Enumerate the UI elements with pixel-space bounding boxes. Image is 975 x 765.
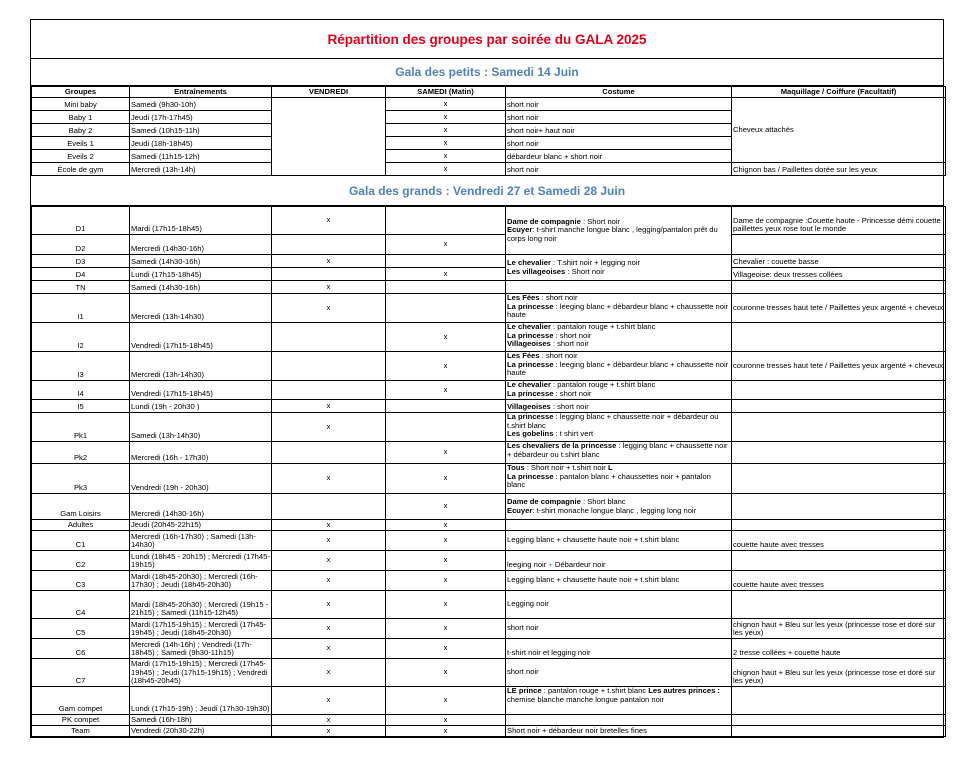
- entrainement-cell: Lundi (17h15-18h45): [130, 268, 272, 281]
- entrainement-cell: Samedi (16h-18h): [130, 715, 272, 726]
- groupe-cell: Pk3: [32, 464, 130, 494]
- maquillage-cell: [732, 400, 946, 413]
- vendredi-mark: x: [272, 591, 386, 619]
- entrainement-cell: Samedi (11h15-12h): [130, 150, 272, 163]
- table-row: [32, 98, 946, 111]
- entrainement-cell: Mercredi (14h30-16h): [130, 494, 272, 520]
- costume-cell: Villageoises : short noir: [506, 400, 732, 413]
- entrainement-cell: Vendredi (20h30-22h): [130, 726, 272, 737]
- maquillage-cell: couronne tresses haut tete / Paillettes yeux argenté + cheveux: [732, 352, 946, 381]
- samedi-mark: x: [386, 591, 506, 619]
- groupe-cell: Pk1: [32, 413, 130, 442]
- maquillage-cell: [732, 520, 946, 531]
- samedi-mark: x: [386, 531, 506, 551]
- header-vendredi: VENDREDI: [272, 87, 386, 98]
- entrainement-cell: Lundi (18h45 - 20h15) ; Mercredi (17h45-19h15): [131, 551, 270, 570]
- entrainement-cell: Mercredi (13h-14h30): [130, 352, 272, 381]
- vendredi-cell: [272, 268, 386, 281]
- costume-cell: Les chevaliers de la princesse : legging blanc + chaussette noir + débardeur ou t.shirt blanc: [506, 442, 732, 464]
- maquillage-cell: [732, 687, 946, 715]
- vendredi-mark: x: [272, 413, 386, 442]
- samedi-mark: x: [386, 111, 506, 124]
- maquillage-cell: Cheveux attachés: [732, 98, 946, 163]
- costume-cell: Legging blanc + chausette haute noir + t.shirt blanc: [506, 571, 732, 591]
- maquillage-cell: [732, 323, 946, 352]
- entrainement-cell: Mardi (18h45-20h30) ; Mercredi (16h-17h30) ; Jeudi (18h45-20h30): [130, 571, 272, 591]
- vendredi-cell: [272, 381, 386, 400]
- maquillage-cell: [732, 726, 946, 737]
- maquillage-cell: chignon haut + Bleu sur les yeux (princesse rose et doré sur les yeux): [732, 619, 946, 639]
- costume-cell: Short noir + débardeur noir bretelles fines: [506, 726, 732, 737]
- table-row: [32, 571, 946, 591]
- entrainement-cell: Mercredi (14h30-16h): [130, 235, 272, 255]
- table-row: [32, 619, 946, 639]
- vendredi-mark: x: [272, 281, 386, 294]
- groupe-cell: Pk2: [32, 442, 130, 464]
- entrainement-cell: Vendredi (19h - 20h30): [130, 464, 272, 494]
- samedi-mark: x: [386, 687, 506, 715]
- samedi-mark: x: [386, 520, 506, 531]
- costume-cell: LE prince : pantalon rouge + t.shirt blanc Les autres princes : chemise blanche manche longue pantalon noir: [506, 687, 732, 715]
- vendredi-cell: [272, 235, 386, 255]
- vendredi-mark: x: [272, 619, 386, 639]
- costume-cell: short noir: [506, 619, 732, 639]
- table-row: [32, 281, 946, 294]
- table-row: [32, 687, 946, 715]
- samedi-mark: x: [386, 726, 506, 737]
- entrainement-cell: Mercredi (16h - 17h30): [130, 442, 272, 464]
- maquillage-cell: chignon haut + Bleu sur les yeux (princesse rose et doré sur les yeux): [732, 659, 946, 687]
- groupe-cell: C7: [32, 659, 130, 687]
- groupe-cell: C3: [32, 571, 130, 591]
- samedi-mark: x: [386, 639, 506, 659]
- groupe-cell: C4: [32, 591, 130, 619]
- vendredi-mark: x: [272, 726, 386, 737]
- vendredi-mark: x: [272, 715, 386, 726]
- vendredi-mark: x: [272, 520, 386, 531]
- petits-table: [31, 86, 946, 176]
- costume-cell: Les Fées : short noir La princesse : leeging blanc + débardeur blanc + chaussette noir haute: [506, 294, 732, 323]
- grands-table: [31, 206, 946, 737]
- table-row: [32, 207, 946, 235]
- groupe-cell: D2: [32, 235, 130, 255]
- groupe-cell: Eveils 1: [32, 137, 130, 150]
- entrainement-cell: Mercredi (13h-14h): [130, 163, 272, 176]
- groupe-cell: Eveils 2: [32, 150, 130, 163]
- table-row: [32, 400, 946, 413]
- maquillage-cell: [732, 235, 946, 255]
- vendredi-mark: x: [272, 551, 386, 571]
- costume-cell: [506, 281, 732, 294]
- table-row: [32, 268, 946, 281]
- maquillage-cell: [732, 464, 946, 494]
- maquillage-cell: [732, 442, 946, 464]
- groupe-cell: I1: [32, 294, 130, 323]
- costume-cell: [506, 520, 732, 531]
- section-petits-title: Gala des petits : Samedi 14 Juin: [31, 59, 943, 86]
- vendredi-mark: x: [272, 294, 386, 323]
- table-row: [32, 726, 946, 737]
- maquillage-cell: Dame de compagnie :Couette haute - Princesse démi couette paillettes yeux rose tout le monde: [732, 207, 946, 235]
- entrainement-cell: Mercredi (14h-16h) ; Vendredi (17h-18h45) ; Samedi (9h30-11h15): [130, 639, 272, 659]
- entrainement-cell: Samedi (14h30-16h): [130, 281, 272, 294]
- table-row: [32, 255, 946, 268]
- maquillage-cell: couette haute avec tresses: [732, 531, 946, 551]
- header-maquillage: Maquillage / Coiffure (Facultatif): [732, 87, 946, 98]
- samedi-mark: x: [386, 268, 506, 281]
- vendredi-cell: [272, 494, 386, 520]
- table-row: [32, 659, 946, 687]
- samedi-mark: x: [386, 381, 506, 400]
- maquillage-cell: couette haute avec tresses: [732, 571, 946, 591]
- vendredi-cell: [272, 442, 386, 464]
- vendredi-mark: x: [272, 400, 386, 413]
- groupe-cell: I4: [32, 381, 130, 400]
- costume-cell: t-shirt noir et legging noir: [506, 639, 732, 659]
- table-row: [32, 494, 946, 520]
- costume-cell: short noir: [506, 163, 732, 176]
- groupe-cell: Gam Loisirs: [32, 494, 130, 520]
- maquillage-cell: couronne tresses haut tete / Paillettes yeux argenté + cheveux: [732, 294, 946, 323]
- costume-cell: Tous : Short noir + t.shirt noir L La princesse : pantalon blanc + chaussettes noir + pantalon blanc: [506, 464, 732, 494]
- table-row: [32, 639, 946, 659]
- groupe-cell: D1: [32, 207, 130, 235]
- groupe-cell: PK compet: [32, 715, 130, 726]
- groupe-cell: I3: [32, 352, 130, 381]
- maquillage-cell: Chignon bas / Paillettes dorée sur les yeux: [732, 163, 946, 176]
- samedi-mark: x: [386, 571, 506, 591]
- costume-cell: débardeur blanc + short noir: [506, 150, 732, 163]
- vendredi-mark: x: [272, 571, 386, 591]
- header-entrainements: Entraînements: [130, 87, 272, 98]
- costume-cell: Les Fées : short noir La princesse : leeging blanc + débardeur blanc + chaussette noir haute: [506, 352, 732, 381]
- entrainement-cell: Samedi (9h30-10h): [130, 98, 272, 111]
- samedi-mark: x: [386, 715, 506, 726]
- samedi-mark: x: [386, 124, 506, 137]
- samedi-mark: x: [386, 98, 506, 111]
- samedi-cell: [386, 255, 506, 268]
- samedi-mark: x: [386, 150, 506, 163]
- vendredi-cell: [272, 98, 386, 176]
- vendredi-mark: x: [272, 464, 386, 494]
- samedi-mark: x: [386, 163, 506, 176]
- header-samedi: SAMEDI (Matin): [386, 87, 506, 98]
- costume-cell: Legging blanc + chausette haute noir + t.shirt blanc: [506, 531, 732, 551]
- vendredi-mark: x: [272, 639, 386, 659]
- maquillage-cell: [732, 413, 946, 442]
- table-row: [32, 551, 946, 571]
- groupe-cell: École de gym: [32, 163, 130, 176]
- costume-cell: leeging noir + Débardeur noir: [506, 551, 732, 571]
- maquillage-cell: [732, 551, 946, 571]
- samedi-mark: x: [386, 323, 506, 352]
- samedi-mark: x: [386, 137, 506, 150]
- samedi-mark: x: [386, 551, 506, 571]
- costume-cell: [506, 715, 732, 726]
- groupe-cell: Team: [32, 726, 130, 737]
- vendredi-mark: x: [272, 687, 386, 715]
- costume-cell: short noir: [506, 137, 732, 150]
- vendredi-mark: x: [272, 659, 386, 687]
- maquillage-cell: [732, 591, 946, 619]
- vendredi-cell: [272, 323, 386, 352]
- table-row: [32, 235, 946, 255]
- groupe-cell: Gam compet: [32, 687, 130, 715]
- entrainement-cell: Samedi (10h15-11h): [130, 124, 272, 137]
- entrainement-cell: Samedi (14h30-16h): [130, 255, 272, 268]
- table-row: [32, 520, 946, 531]
- table-row: [32, 531, 946, 551]
- maquillage-cell: Chevalier : couette basse: [732, 255, 946, 268]
- entrainement-cell: Jeudi (20h45-22h15): [130, 520, 272, 531]
- entrainement-cell: Lundi (19h - 20h30 ): [130, 400, 272, 413]
- table-row: [32, 381, 946, 400]
- entrainement-cell: Lundi (17h15-19h) ; Jeudi (17h30-19h30): [130, 687, 272, 715]
- costume-cell: Dame de compagnie : Short noir Ecuyer: t-shirt manche longue blanc , legging/pantalon prêt du corps long noir: [506, 207, 732, 255]
- samedi-cell: [386, 207, 506, 235]
- table-row: [32, 591, 946, 619]
- groupe-cell: C1: [32, 531, 130, 551]
- table-header-row: [32, 87, 946, 98]
- costume-cell: La princesse : legging blanc + chaussette noir + débardeur ou t.shirt blanc Les gobelins : t shirt vert: [506, 413, 732, 442]
- samedi-cell: [386, 400, 506, 413]
- table-row: [32, 715, 946, 726]
- costume-cell: Dame de compagnie : Short blanc Ecuyer: t-shirt monache longue blanc , legging long noir: [506, 494, 732, 520]
- costume-cell: Le chevalier : T.shirt noir + legging noir Les villageoises : Short noir: [506, 255, 732, 281]
- costume-cell: short noir: [506, 111, 732, 124]
- costume-cell: Legging noir: [506, 591, 732, 619]
- costume-cell: short noir+ haut noir: [506, 124, 732, 137]
- maquillage-cell: [732, 281, 946, 294]
- groupe-cell: Baby 1: [32, 111, 130, 124]
- entrainement-cell: Mercredi (16h-17h30) ; Samedi (13h-14h30): [130, 531, 272, 551]
- maquillage-cell: [732, 494, 946, 520]
- header-costume: Costume: [506, 87, 732, 98]
- costume-cell: Le chevalier : pantalon rouge + t.shirt blanc La princesse : short noir Villageoises : short noir: [506, 323, 732, 352]
- header-groupes: Groupes: [32, 87, 130, 98]
- samedi-cell: [386, 281, 506, 294]
- costume-cell: Le chevalier : pantalon rouge + t.shirt blanc La princesse : short noir: [506, 381, 732, 400]
- table-row: [32, 442, 946, 464]
- samedi-cell: [386, 294, 506, 323]
- maquillage-cell: [732, 715, 946, 726]
- table-row: [32, 413, 946, 442]
- entrainement-cell: Mardi (17h15-19h15) ; Mercredi (17h45-19h45) ; Jeudi (17h15-19h15) ; Vendredi (18h45-20h45): [130, 659, 272, 687]
- samedi-mark: x: [386, 659, 506, 687]
- groupe-cell: Baby 2: [32, 124, 130, 137]
- entrainement-cell: Vendredi (17h15-18h45): [130, 323, 272, 352]
- groupe-cell: D3: [32, 255, 130, 268]
- table-row: [32, 163, 946, 176]
- samedi-mark: x: [386, 442, 506, 464]
- vendredi-mark: x: [272, 207, 386, 235]
- groupe-cell: C6: [32, 639, 130, 659]
- table-row: [32, 464, 946, 494]
- section-grands-title: Gala des grands : Vendredi 27 et Samedi 28 Juin: [31, 176, 943, 206]
- costume-cell: short noir: [506, 659, 732, 687]
- samedi-mark: x: [386, 352, 506, 381]
- table-row: [32, 294, 946, 323]
- table-row: [32, 352, 946, 381]
- groupe-cell: I5: [32, 400, 130, 413]
- samedi-mark: x: [386, 464, 506, 494]
- groupe-cell: D4: [32, 268, 130, 281]
- entrainement-cell: Mardi (17h15-18h45): [130, 207, 272, 235]
- samedi-mark: x: [386, 494, 506, 520]
- groupe-cell: TN: [32, 281, 130, 294]
- samedi-mark: x: [386, 235, 506, 255]
- maquillage-cell: Villageoise: deux tresses collées: [732, 268, 946, 281]
- costume-cell: short noir: [506, 98, 732, 111]
- table-row: [32, 323, 946, 352]
- vendredi-mark: x: [272, 531, 386, 551]
- samedi-cell: [386, 413, 506, 442]
- entrainement-cell: Jeudi (18h-18h45): [130, 137, 272, 150]
- vendredi-mark: x: [272, 255, 386, 268]
- entrainement-cell: Mercredi (13h-14h30): [130, 294, 272, 323]
- groupe-cell: C2: [32, 551, 130, 571]
- samedi-mark: x: [386, 619, 506, 639]
- entrainement-cell: Mardi (18h45-20h30) ; Mercredi (19h15 - 21h15) ; Samedi (11h15-12h45): [130, 591, 272, 619]
- gala-schedule-sheet: [30, 19, 944, 738]
- entrainement-cell: Samedi (13h-14h30): [130, 413, 272, 442]
- groupe-cell: Adultes: [32, 520, 130, 531]
- entrainement-cell: Jeudi (17h-17h45): [130, 111, 272, 124]
- groupe-cell: C5: [32, 619, 130, 639]
- document-title: Répartition des groupes par soirée du GALA 2025: [31, 20, 943, 59]
- vendredi-cell: [272, 352, 386, 381]
- entrainement-cell: Mardi (17h15-19h15) ; Mercredi (17h45-19h45) ; Jeudi (18h45-20h30): [130, 619, 272, 639]
- maquillage-cell: [732, 381, 946, 400]
- groupe-cell: I2: [32, 323, 130, 352]
- entrainement-cell: Vendredi (17h15-18h45): [130, 381, 272, 400]
- maquillage-cell: 2 tresse collées + couette haute: [732, 639, 946, 659]
- groupe-cell: Mini baby: [32, 98, 130, 111]
